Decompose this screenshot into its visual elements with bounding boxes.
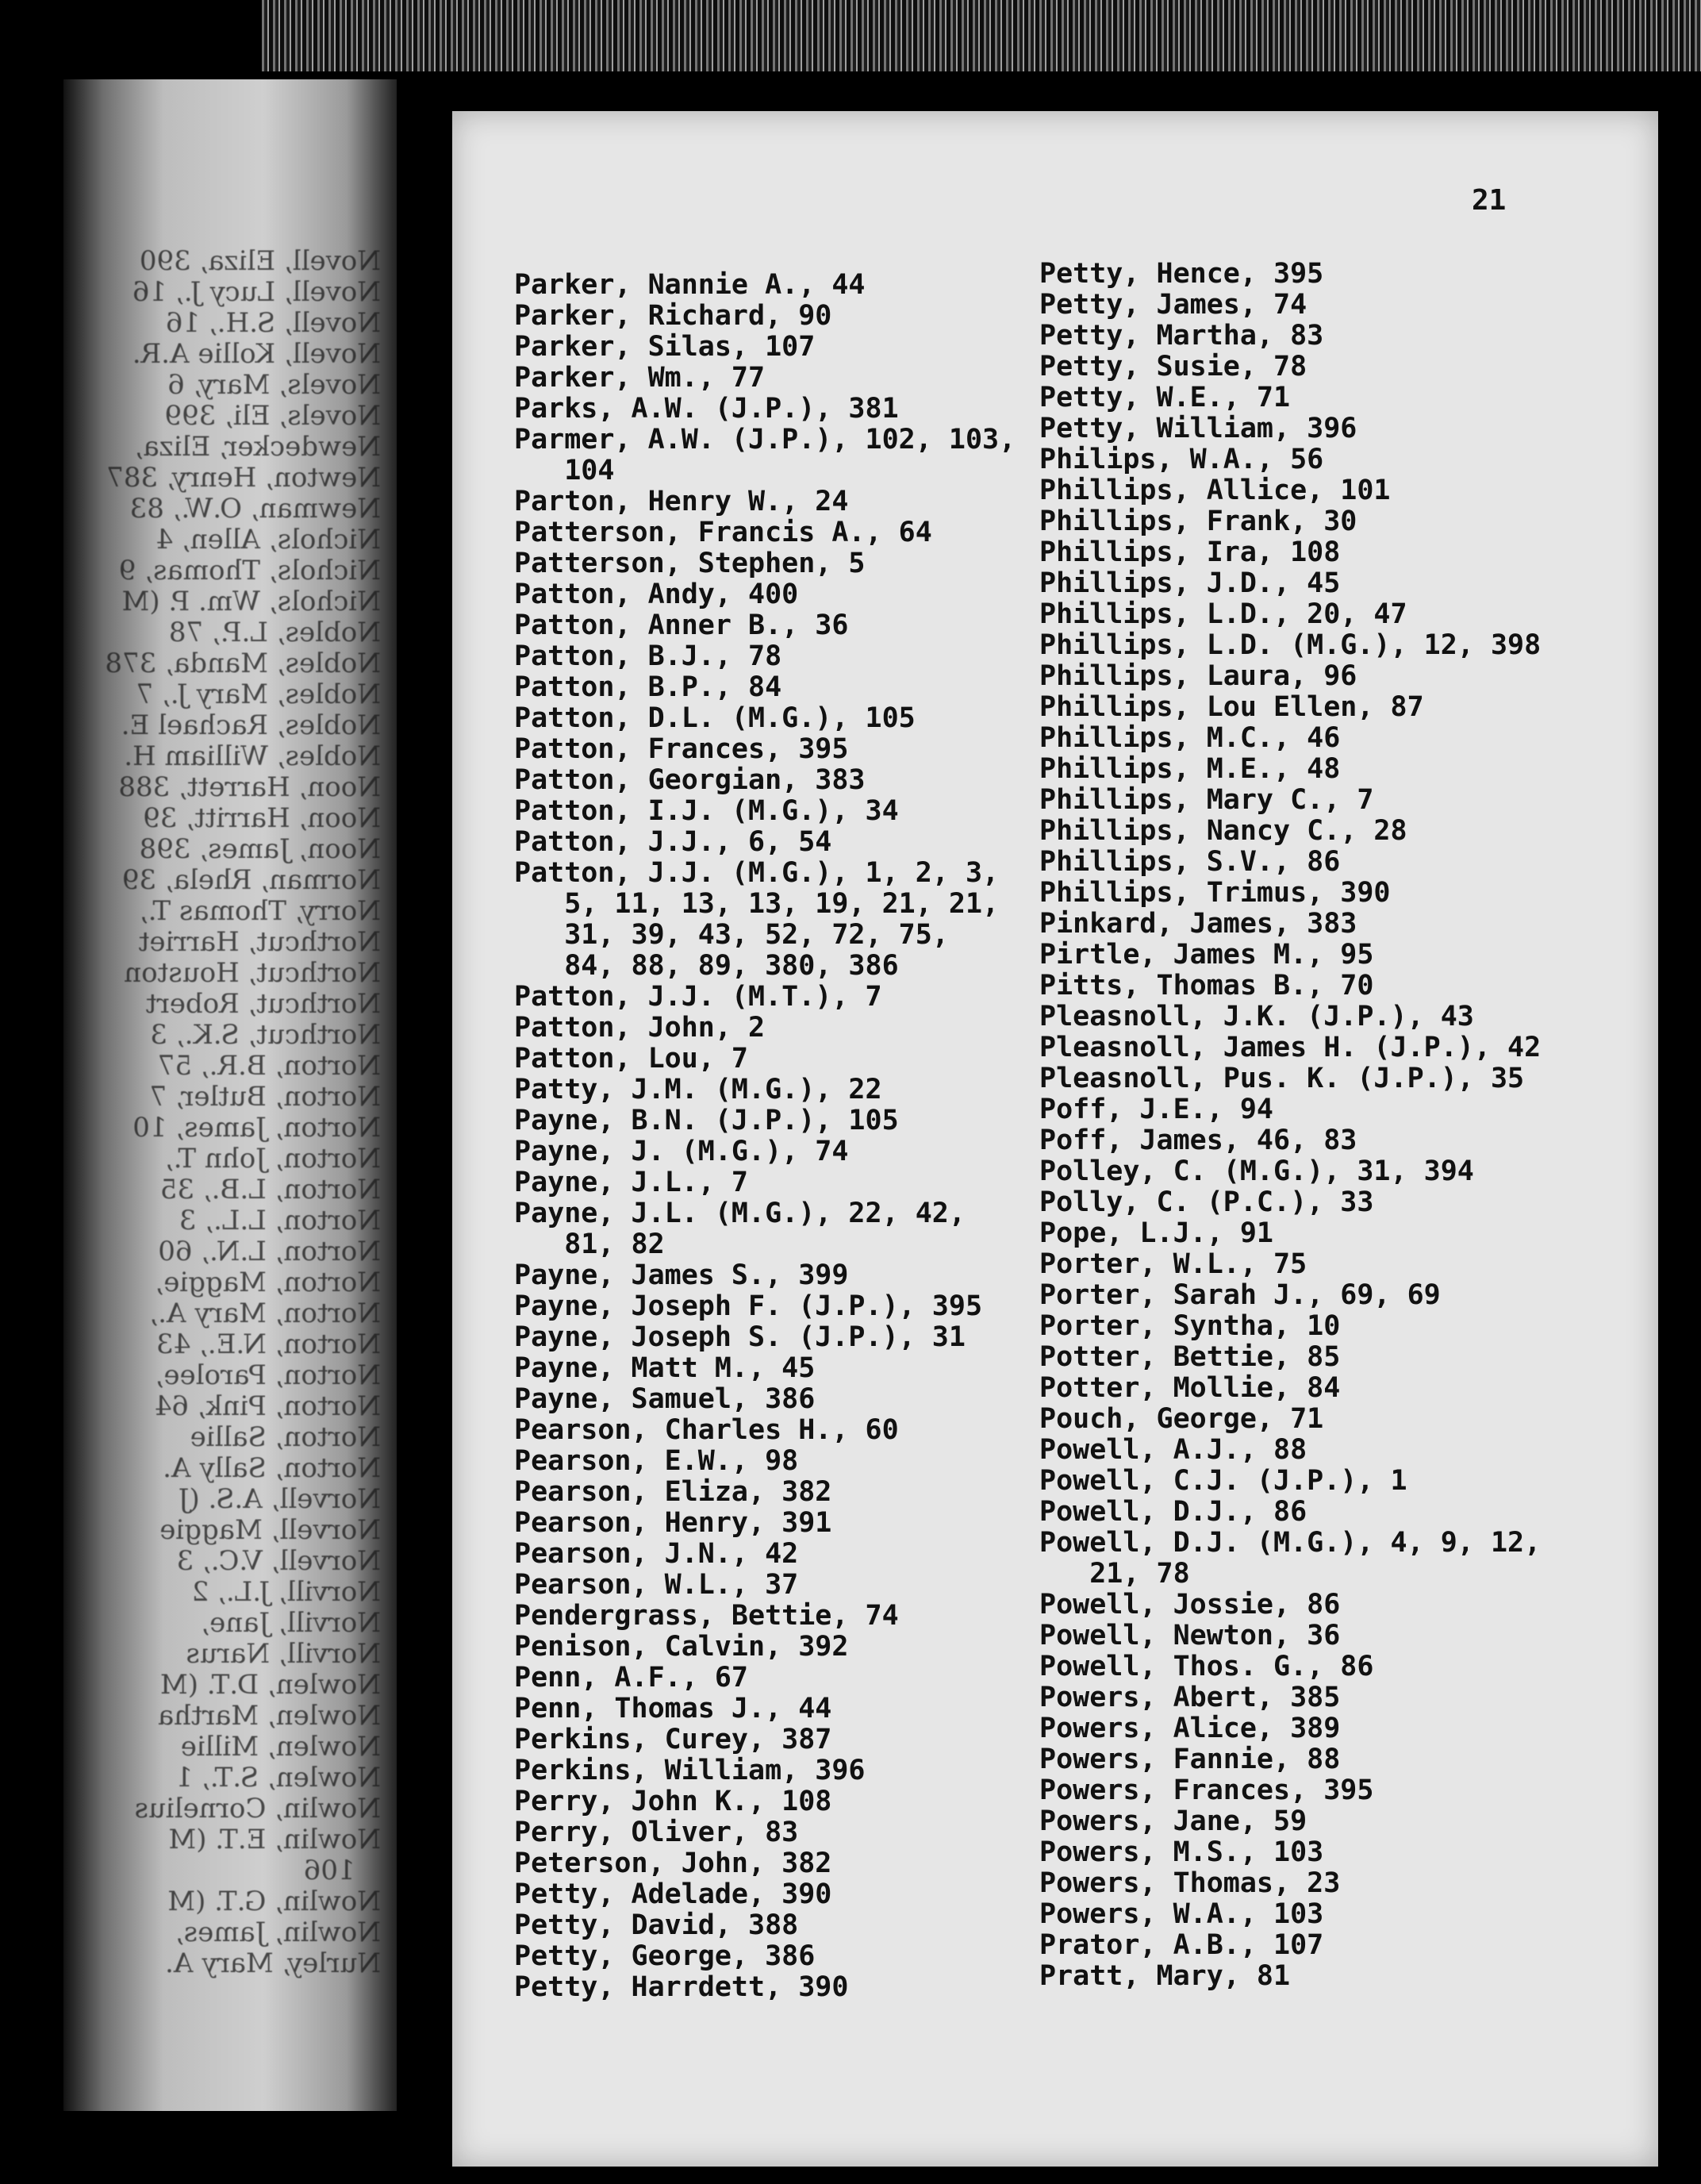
bleed-line: Nobles, Mary J., 7 bbox=[136, 679, 381, 710]
book-gutter bbox=[397, 71, 452, 2184]
index-entry: Phillips, J.D., 45 bbox=[1039, 567, 1341, 599]
index-entry: Payne, James S., 399 bbox=[514, 1259, 849, 1291]
index-entry: Philips, W.A., 56 bbox=[1039, 444, 1324, 475]
index-entry: Phillips, S.V., 86 bbox=[1039, 846, 1341, 878]
index-entry: Patton, Lou, 7 bbox=[514, 1043, 749, 1075]
index-entry: Parker, Richard, 90 bbox=[514, 300, 832, 332]
index-entry: Perkins, William, 396 bbox=[514, 1755, 866, 1786]
index-entry: Poff, J.E., 94 bbox=[1039, 1094, 1274, 1125]
index-entry: 84, 88, 89, 380, 386 bbox=[514, 950, 899, 982]
index-entry: Petty, Hence, 395 bbox=[1039, 258, 1324, 290]
bleed-line: Novell, Eliza, 390 bbox=[139, 245, 381, 277]
index-entry: Patty, J.M. (M.G.), 22 bbox=[514, 1074, 882, 1105]
index-entry: Powers, Frances, 395 bbox=[1039, 1774, 1374, 1806]
index-entry: Petty, W.E., 71 bbox=[1039, 382, 1291, 413]
index-entry: 104 bbox=[514, 455, 615, 486]
index-entry: Pleasnoll, Pus. K. (J.P.), 35 bbox=[1039, 1063, 1525, 1094]
index-entry: Perry, Oliver, 83 bbox=[514, 1817, 799, 1848]
index-entry: Petty, James, 74 bbox=[1039, 289, 1307, 321]
bleed-line: Nowlen, Millie bbox=[180, 1731, 381, 1763]
bleed-line: Norton, Butler, 7 bbox=[149, 1081, 381, 1113]
index-entry: Pitts, Thomas B., 70 bbox=[1039, 970, 1374, 1002]
index-entry: Phillips, L.D., 20, 47 bbox=[1039, 598, 1407, 630]
bleed-line: Nobles, L.P., 78 bbox=[168, 617, 381, 648]
bleed-line: Norton, John T., bbox=[164, 1143, 381, 1175]
index-column-left bbox=[514, 270, 1016, 2003]
index-entry: Pearson, Eliza, 382 bbox=[514, 1476, 832, 1508]
bleed-line: Nowlen, Martha bbox=[158, 1700, 381, 1732]
bleed-line: Nichols, Allen, 4 bbox=[156, 524, 381, 556]
bleed-line: Nowlen, S.T., 1 bbox=[175, 1762, 381, 1794]
index-entry: Payne, J.L., 7 bbox=[514, 1167, 749, 1198]
index-entry: Patterson, Stephen, 5 bbox=[514, 548, 866, 579]
bleed-line: Norton, N.E., 43 bbox=[156, 1328, 381, 1360]
index-entry: 31, 39, 43, 52, 72, 75, bbox=[514, 919, 949, 951]
bleed-line: Norvill, Narus bbox=[186, 1638, 381, 1670]
bleed-line: Nobles, Rachael E. bbox=[121, 709, 381, 741]
index-entry: Powers, Abert, 385 bbox=[1039, 1682, 1341, 1713]
index-entry: Powers, Jane, 59 bbox=[1039, 1805, 1307, 1837]
facing-page-bleed-through bbox=[63, 79, 397, 2111]
index-entry: Penn, Thomas J., 44 bbox=[514, 1693, 832, 1725]
index-entry: Porter, Syntha, 10 bbox=[1039, 1310, 1341, 1342]
bleed-line: Noon, James, 398 bbox=[139, 833, 381, 865]
index-entry: Patton, Georgian, 383 bbox=[514, 764, 866, 796]
index-entry: Pope, L.J., 91 bbox=[1039, 1217, 1274, 1249]
index-entry: Powers, Fannie, 88 bbox=[1039, 1744, 1341, 1775]
index-entry: Polly, C. (P.C.), 33 bbox=[1039, 1186, 1374, 1218]
bleed-line: Nobles, Manda, 378 bbox=[105, 648, 381, 679]
bleed-line: Novell, S.H., 16 bbox=[165, 307, 381, 339]
bleed-line: Novels, Eli, 399 bbox=[164, 400, 381, 432]
bleed-line: Norton, B.R., 57 bbox=[157, 1050, 381, 1082]
bleed-line: Novels, Mary, 6 bbox=[167, 369, 381, 401]
bleed-line: Nowlin, E.T. (M bbox=[168, 1824, 381, 1855]
index-entry: Penison, Calvin, 392 bbox=[514, 1631, 849, 1663]
index-entry: Payne, Matt M., 45 bbox=[514, 1352, 816, 1384]
index-entry: Patton, John, 2 bbox=[514, 1012, 766, 1044]
bleed-line: Newton, Henry, 387 bbox=[106, 462, 381, 494]
index-entry: Parton, Henry W., 24 bbox=[514, 486, 849, 517]
index-entry: Patton, J.J., 6, 54 bbox=[514, 826, 832, 858]
index-entry: Petty, Susie, 78 bbox=[1039, 351, 1307, 383]
index-entry: Phillips, M.C., 46 bbox=[1039, 722, 1341, 754]
index-entry: Powell, Newton, 36 bbox=[1039, 1620, 1341, 1651]
index-entry: Powell, D.J. (M.G.), 4, 9, 12, bbox=[1039, 1527, 1542, 1559]
index-entry: Powers, Thomas, 23 bbox=[1039, 1867, 1341, 1899]
index-entry: Petty, Martha, 83 bbox=[1039, 320, 1324, 352]
index-entry: Porter, Sarah J., 69, 69 bbox=[1039, 1279, 1441, 1311]
bleed-line: Norton, Mary A., bbox=[149, 1298, 381, 1329]
index-entry: Parker, Nannie A., 44 bbox=[514, 269, 866, 301]
bleed-line: Nowlin, Cornelius bbox=[134, 1793, 381, 1824]
bleed-line: Norton, Pink, 64 bbox=[154, 1390, 381, 1422]
index-entry: Pleasnoll, J.K. (J.P.), 43 bbox=[1039, 1001, 1474, 1032]
bleed-line: Norton, L.L., 3 bbox=[179, 1205, 381, 1236]
index-page bbox=[452, 111, 1658, 2167]
index-entry: Polley, C. (M.G.), 31, 394 bbox=[1039, 1155, 1474, 1187]
bleed-line: Norton, L.B., 35 bbox=[159, 1174, 381, 1205]
index-entry: Patton, B.P., 84 bbox=[514, 671, 782, 703]
index-entry: Phillips, L.D. (M.G.), 12, 398 bbox=[1039, 629, 1542, 661]
index-entry: Phillips, Frank, 30 bbox=[1039, 506, 1357, 537]
index-entry: Penn, A.F., 67 bbox=[514, 1662, 749, 1694]
bleed-line: Northcut, Harriet bbox=[138, 926, 381, 958]
bleed-line: Nichols, Thomas, 9 bbox=[118, 555, 381, 586]
index-entry: Pirtle, James M., 95 bbox=[1039, 939, 1374, 971]
bleed-line: Norvill, J.L., 2 bbox=[191, 1576, 381, 1608]
index-entry: Patton, J.J. (M.T.), 7 bbox=[514, 981, 882, 1013]
index-entry: Porter, W.L., 75 bbox=[1039, 1248, 1307, 1280]
index-entry: Pouch, George, 71 bbox=[1039, 1403, 1324, 1435]
index-entry: Peterson, John, 382 bbox=[514, 1848, 832, 1879]
index-entry: Patton, Anner B., 36 bbox=[514, 609, 849, 641]
bleed-line: Norvell, A.S. (J bbox=[178, 1483, 381, 1515]
index-entry: Phillips, Nancy C., 28 bbox=[1039, 815, 1407, 847]
index-entry: Parker, Wm., 77 bbox=[514, 362, 766, 394]
index-entry: Powell, D.J., 86 bbox=[1039, 1496, 1307, 1528]
index-entry: Powell, Thos. G., 86 bbox=[1039, 1651, 1374, 1682]
bleed-line: Norman, Rhela, 39 bbox=[121, 864, 381, 896]
index-entry: Potter, Bettie, 85 bbox=[1039, 1341, 1341, 1373]
index-entry: Pearson, Charles H., 60 bbox=[514, 1414, 899, 1446]
index-entry: Phillips, Lou Ellen, 87 bbox=[1039, 691, 1424, 723]
index-entry: Poff, James, 46, 83 bbox=[1039, 1125, 1357, 1156]
bleed-line: Noon, Harrett, 388 bbox=[118, 771, 381, 803]
index-entry: Phillips, M.E., 48 bbox=[1039, 753, 1341, 785]
index-entry: Patton, I.J. (M.G.), 34 bbox=[514, 795, 899, 827]
index-entry: Patton, J.J. (M.G.), 1, 2, 3, bbox=[514, 857, 1000, 889]
index-entry: Phillips, Trimus, 390 bbox=[1039, 877, 1391, 909]
index-entry: 5, 11, 13, 13, 19, 21, 21, bbox=[514, 888, 1000, 920]
page-number: 21 bbox=[1472, 184, 1507, 217]
bleed-line: Novell, Lucy J., 16 bbox=[132, 276, 381, 308]
bleed-line: Norry, Thomas T., bbox=[139, 895, 381, 927]
index-entry: Parker, Silas, 107 bbox=[514, 331, 816, 363]
index-entry: Powers, W.A., 103 bbox=[1039, 1898, 1324, 1930]
index-entry: Payne, J.L. (M.G.), 22, 42, bbox=[514, 1198, 966, 1229]
index-entry: Payne, J. (M.G.), 74 bbox=[514, 1136, 849, 1167]
index-entry: Potter, Mollie, 84 bbox=[1039, 1372, 1341, 1404]
index-entry: Perry, John K., 108 bbox=[514, 1786, 832, 1817]
index-column-right bbox=[1039, 259, 1541, 1992]
bleed-line: Norton, Sallie bbox=[190, 1421, 381, 1453]
bleed-line: Northcut, S.K., 3 bbox=[150, 1019, 381, 1051]
index-entry: 21, 78 bbox=[1039, 1558, 1190, 1590]
index-entry: Powers, M.S., 103 bbox=[1039, 1836, 1324, 1868]
bleed-line: Newdecker, Eliza, bbox=[134, 431, 381, 463]
bleed-line: Norton, Maggie, bbox=[155, 1267, 381, 1298]
index-entry: Petty, George, 386 bbox=[514, 1940, 816, 1972]
index-entry: Pearson, J.N., 42 bbox=[514, 1538, 799, 1570]
scan-noise-top bbox=[262, 0, 1701, 71]
index-entry: Pearson, W.L., 37 bbox=[514, 1569, 799, 1601]
index-entry: Petty, Harrdett, 390 bbox=[514, 1971, 849, 2003]
index-entry: Petty, David, 388 bbox=[514, 1909, 799, 1941]
index-entry: 81, 82 bbox=[514, 1228, 665, 1260]
bleed-line: Nowlin, James, bbox=[175, 1917, 381, 1948]
bleed-line: Newman, O.W., 83 bbox=[129, 493, 381, 525]
index-entry: Pearson, E.W., 98 bbox=[514, 1445, 799, 1477]
bleed-line: Nurley, Mary A. bbox=[165, 1948, 381, 1979]
index-entry: Payne, Joseph F. (J.P.), 395 bbox=[514, 1290, 983, 1322]
index-entry: Powers, Alice, 389 bbox=[1039, 1713, 1341, 1744]
index-entry: Powell, A.J., 88 bbox=[1039, 1434, 1307, 1466]
index-entry: Pratt, Mary, 81 bbox=[1039, 1960, 1291, 1992]
bleed-line: Norton, James, 10 bbox=[132, 1112, 381, 1144]
index-entry: Patton, Frances, 395 bbox=[514, 733, 849, 765]
index-entry: Parks, A.W. (J.P.), 381 bbox=[514, 393, 899, 425]
index-entry: Parmer, A.W. (J.P.), 102, 103, bbox=[514, 424, 1016, 456]
index-entry: Pleasnoll, James H. (J.P.), 42 bbox=[1039, 1032, 1542, 1063]
index-entry: Prator, A.B., 107 bbox=[1039, 1929, 1324, 1961]
bleed-line: Norton, Sally A. bbox=[163, 1452, 381, 1484]
index-entry: Phillips, Laura, 96 bbox=[1039, 660, 1357, 692]
index-entry: Perkins, Curey, 387 bbox=[514, 1724, 832, 1755]
index-entry: Payne, Joseph S. (J.P.), 31 bbox=[514, 1321, 966, 1353]
index-entry: Payne, Samuel, 386 bbox=[514, 1383, 816, 1415]
index-entry: Patton, B.J., 78 bbox=[514, 640, 782, 672]
index-entry: Powell, Jossie, 86 bbox=[1039, 1589, 1341, 1621]
index-entry: Patton, D.L. (M.G.), 105 bbox=[514, 702, 916, 734]
bleed-line: Noon, Harritt, 39 bbox=[143, 802, 381, 834]
bleed-line: Nichols, Wm. P. (M bbox=[121, 586, 381, 617]
bleed-line: Norvell, V.C., 3 bbox=[176, 1545, 381, 1577]
index-entry: Patterson, Francis A., 64 bbox=[514, 517, 932, 548]
index-entry: Powell, C.J. (J.P.), 1 bbox=[1039, 1465, 1407, 1497]
bleed-line: 106 bbox=[303, 1855, 381, 1886]
bleed-line: Northcut, Robert bbox=[145, 988, 381, 1020]
index-entry: Petty, Adelade, 390 bbox=[514, 1878, 832, 1910]
bleed-line: Norvill, Jane, bbox=[201, 1607, 381, 1639]
bleed-line: Northcut, Houston bbox=[124, 957, 381, 989]
bleed-line: Nobles, William H. bbox=[124, 740, 381, 772]
bleed-line: Norton, L.N., 60 bbox=[158, 1236, 381, 1267]
bleed-line: Novell, Kollie A.R. bbox=[132, 338, 381, 370]
index-entry: Patton, Andy, 400 bbox=[514, 579, 799, 610]
index-entry: Pendergrass, Bettie, 74 bbox=[514, 1600, 899, 1632]
index-entry: Phillips, Ira, 108 bbox=[1039, 536, 1341, 568]
index-entry: Pearson, Henry, 391 bbox=[514, 1507, 832, 1539]
bleed-line: Nowlen, D.T. (M bbox=[159, 1669, 381, 1701]
bleed-line: Norvell, Maggie bbox=[159, 1514, 381, 1546]
index-entry: Pinkard, James, 383 bbox=[1039, 908, 1357, 940]
index-entry: Petty, William, 396 bbox=[1039, 413, 1357, 444]
bleed-through-text bbox=[63, 79, 397, 2111]
index-entry: Phillips, Mary C., 7 bbox=[1039, 784, 1374, 816]
index-entry: Phillips, Allice, 101 bbox=[1039, 475, 1391, 506]
bleed-line: Norton, Parolee, bbox=[155, 1359, 381, 1391]
index-entry: Payne, B.N. (J.P.), 105 bbox=[514, 1105, 899, 1136]
bleed-line: Nowlin, G.T. (M bbox=[167, 1886, 381, 1917]
